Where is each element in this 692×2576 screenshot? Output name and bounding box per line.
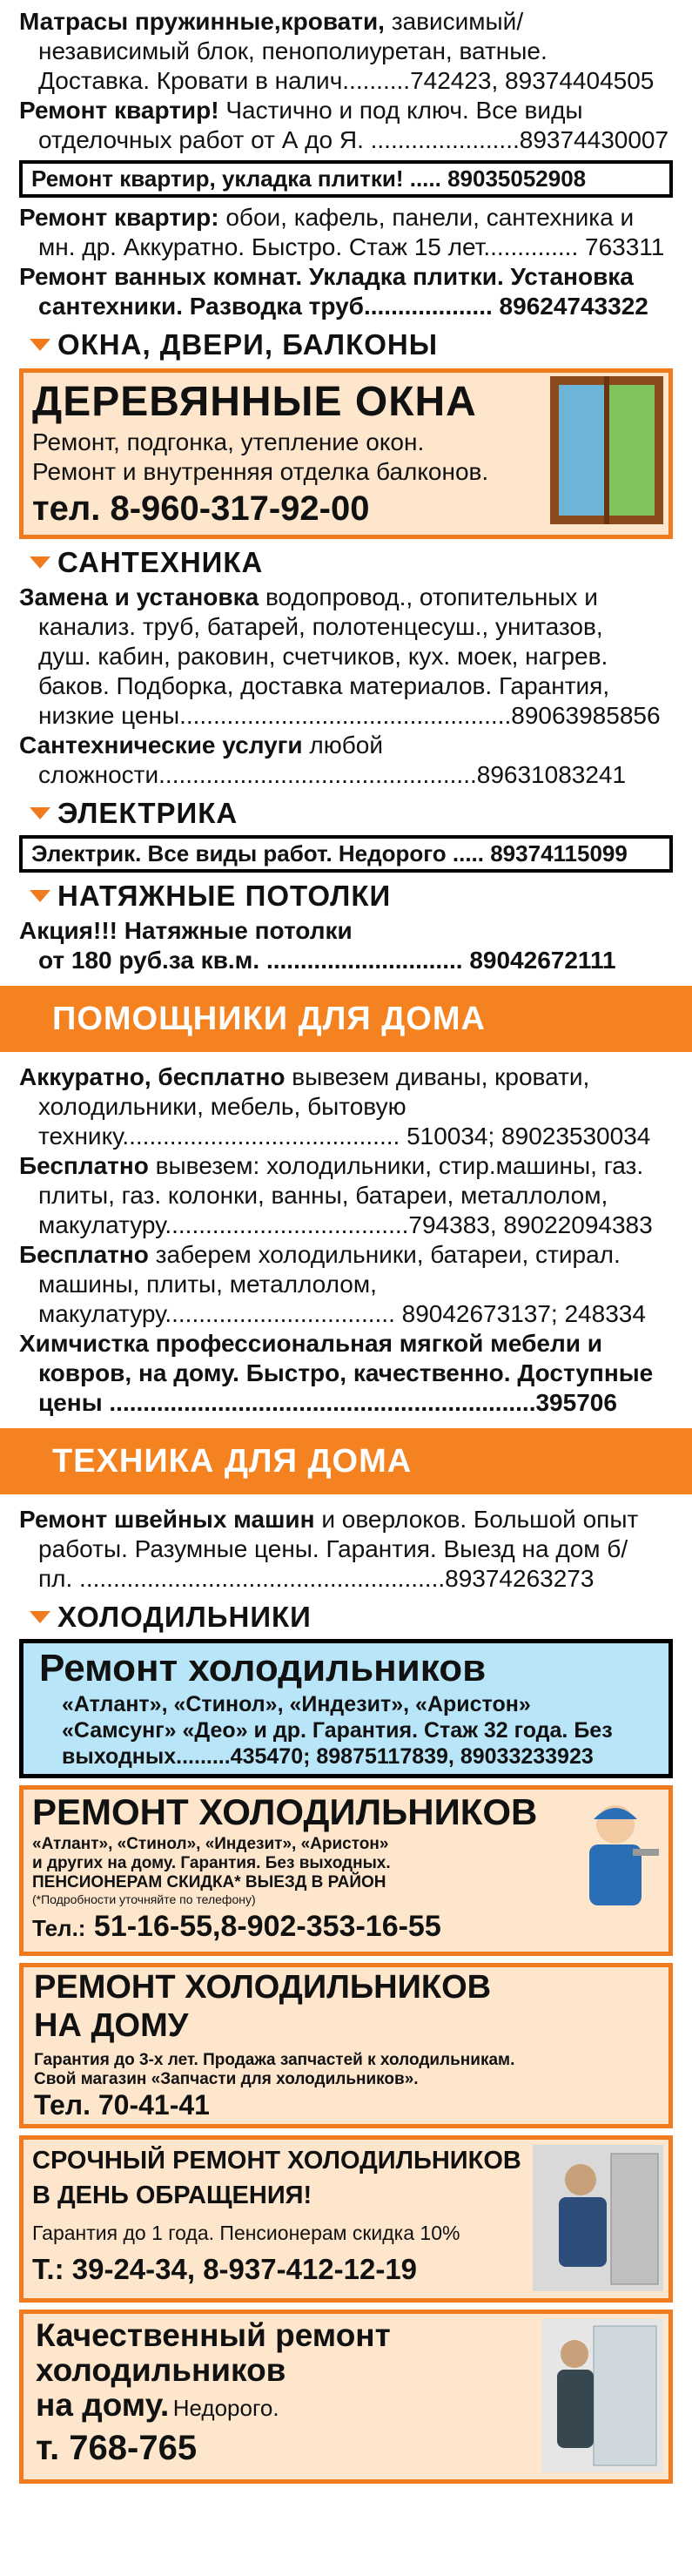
ad-dry-cleaning [0,1329,692,1418]
ad-plumbing-services [0,731,692,790]
category-title: ЭЛЕКТРИКА [57,797,239,829]
card-title: РЕМОНТ ХОЛОДИЛЬНИКОВ [32,1791,538,1832]
ad-text: вывезем диваны, кровати, [285,1063,590,1090]
ad-bathroom-repair [0,262,692,321]
category-ceilings [0,880,692,913]
card-text: «Атлант», «Стинол», «Индезит», «Аристон» [62,1692,531,1716]
card-text: «Самсунг» «Део» и др. Гарантия. Стаж 32 года. Без [62,1718,613,1743]
section-band-home-helpers: ПОМОЩНИКИ ДЛЯ ДОМА [0,986,692,1052]
card-fridge-repair-4 [19,2135,673,2303]
ad-heading: Ремонт швейных машин [19,1506,315,1533]
ad-text: ковров, на дому. Быстро, качественно. Доступные [38,1359,654,1386]
ad-heading: Химчистка профессиональная мягкой мебели и [19,1330,602,1357]
card-phone: т. 768-765 [36,2429,198,2467]
ad-ceilings [0,916,692,975]
ad-text: водопровод., отопительных и [259,583,598,610]
ad-sewing-machines [0,1505,692,1594]
card-title: НА ДОМУ [34,2007,189,2044]
boxed-ad-tiling: Ремонт квартир, укладка плитки! ..... 89035052908 [19,160,673,198]
ad-heading: Ремонт квартир: [19,204,219,231]
ad-text: плиты, газ. колонки, ванны, батареи, металлолом, [38,1182,608,1209]
card-title: ДЕРЕВЯННЫЕ ОКНА [32,379,477,425]
card-phone: Т.: 39-24-34, 8-937-412-12-19 [32,2253,418,2285]
ad-plumbing-install [0,583,692,731]
card-text: Свой магазин «Запчасти для холодильников». [34,2070,419,2088]
ad-heading: Замена и установка [19,583,259,610]
fridge-photo-icon [541,2319,663,2472]
card-text: Гарантия до 1 года. Пенсионерам скидка 10% [32,2222,460,2244]
ad-text: низкие цены.................................................89063985856 [38,702,661,729]
ad-text: работы. Разумные цены. Гарантия. Выезд на дом б/ [38,1535,628,1562]
ad-text: заберем холодильники, батареи, стирал. [148,1241,621,1268]
card-wooden-windows [19,368,673,539]
category-plumbing [0,546,692,579]
triangle-icon [30,339,50,351]
repairman-icon [568,1797,663,1919]
ad-text: макулатуру....................................794383, 89022094383 [38,1211,653,1238]
triangle-icon [30,890,50,902]
ad-text: пл. ......................................................89374263273 [38,1565,595,1592]
card-text: Гарантия до 3-х лет. Продажа запчастей к холодильникам. [34,2051,515,2069]
triangle-icon [30,556,50,569]
ad-text: технику......................................... 510034; 89023530034 [38,1123,651,1150]
category-fridges [0,1601,692,1634]
card-fridge-repair-3 [19,1963,673,2128]
card-text: ПЕНСИОНЕРАМ СКИДКА* ВЫЕЗД В РАЙОН [32,1873,386,1892]
ad-heading: Аккуратно, бесплатно [19,1063,286,1090]
card-text: Недорого. [172,2395,279,2421]
ad-text: мн. др. Аккуратно. Быстро. Стаж 15 лет.............. 763311 [38,233,665,260]
wooden-window-icon [550,376,663,524]
ad-text: Доставка. Кровати в налич..........742423, 89374404505 [38,67,655,94]
category-title: САНТЕХНИКА [57,546,264,578]
ad-heading: Сантехнические услуги [19,732,303,759]
card-text: Ремонт, подгонка, утепление окон. [32,428,425,455]
ad-heading: Бесплатно [19,1152,149,1179]
ad-heading: Акция!!! Натяжные потолки [19,917,353,944]
ad-free-removal-3 [0,1240,692,1329]
ad-text: зависимый/ [384,8,524,35]
ad-text: отделочных работ от А до Я. ......................89374430007 [38,126,669,153]
ad-free-removal-2 [0,1151,692,1240]
ad-heading: Ремонт квартир! [19,97,219,124]
boxed-ad-electrician: Электрик. Все виды работ. Недорого ..... 89374115099 [19,835,673,873]
technician-photo-icon [533,2145,663,2291]
category-electric [0,797,692,830]
ad-text: канализ. труб, батарей, полотенцесуш., унитазов, [38,613,603,640]
triangle-icon [30,1611,50,1623]
section-band-home-tech: ТЕХНИКА ДЛЯ ДОМА [0,1428,692,1494]
ad-heading: Матрасы пружинные,кровати, [19,8,385,35]
ad-text: душ. кабин, раковин, счетчиков, кух. моек, нагрев. [38,643,608,670]
card-fridge-repair-2 [19,1785,673,1956]
card-title: Ремонт холодильников [39,1647,487,1689]
card-text: и других на дому. Гарантия. Без выходных. [32,1854,391,1872]
ad-text: вывезем: холодильники, стир.машины, газ. [148,1152,644,1179]
card-title: СРОЧНЫЙ РЕМОНТ ХОЛОДИЛЬНИКОВ [32,2147,521,2175]
card-title: на дому. [36,2387,170,2423]
ad-text: независимый блок, пенополиуретан, ватные. [38,37,548,64]
ad-heading: Бесплатно [19,1241,149,1268]
category-windows [0,328,692,361]
card-fridge-repair-1 [19,1639,673,1778]
card-text: «Атлант», «Стинол», «Индезит», «Аристон» [32,1835,389,1853]
card-fridge-repair-5 [19,2310,673,2484]
card-note: (*Подробности уточняйте по телефону) [32,1892,256,1906]
ad-apartment-repair [0,96,692,155]
category-title: ОКНА, ДВЕРИ, БАЛКОНЫ [57,328,439,361]
card-phone: тел. 8-960-317-92-00 [32,489,370,528]
card-title: Качественный ремонт [36,2317,391,2353]
card-phone: Тел. 70-41-41 [34,2089,210,2121]
card-title: холодильников [36,2352,286,2388]
ad-apartment-repair-2 [0,203,692,262]
ad-text: сложности...............................................89631083241 [38,761,627,788]
card-text: выходных.........435470; 89875117839, 89033233923 [62,1744,594,1769]
ad-mattresses [0,0,692,96]
ad-text: от 180 руб.за кв.м. ............................. 89042672111 [38,947,616,974]
triangle-icon [30,807,50,819]
ad-text: любой [302,732,383,759]
ad-heading: Ремонт ванных комнат. Укладка плитки. Установка [19,263,634,290]
ad-text: цены ...............................................................395706 [38,1389,617,1416]
ad-text: баков. Подборка, доставка материалов. Гарантия, [38,672,610,699]
ad-free-removal-1 [0,1062,692,1151]
ad-text: и оверлоков. Большой опыт [314,1506,639,1533]
card-phone-prefix: Тел.: [32,1915,86,1941]
ad-text: машины, плиты, металлолом, [38,1271,377,1298]
ad-text: Частично и под ключ. Все виды [218,97,583,124]
ad-text: холодильники, мебель, бытовую [38,1093,406,1120]
card-title: В ДЕНЬ ОБРАЩЕНИЯ! [32,2182,312,2209]
category-title: НАТЯЖНЫЕ ПОТОЛКИ [57,880,392,912]
card-title: РЕМОНТ ХОЛОДИЛЬНИКОВ [34,1969,492,2006]
ad-text: обои, кафель, панели, сантехника и [218,204,635,231]
card-text: Ремонт и внутренняя отделка балконов. [32,458,489,485]
ad-text: сантехники. Разводка труб................... 89624743322 [38,293,648,320]
card-phone: 51-16-55,8-902-353-16-55 [93,1910,441,1943]
category-title: ХОЛОДИЛЬНИКИ [57,1601,312,1633]
ad-text: макулатуру.................................. 89042673137; 248334 [38,1300,646,1327]
